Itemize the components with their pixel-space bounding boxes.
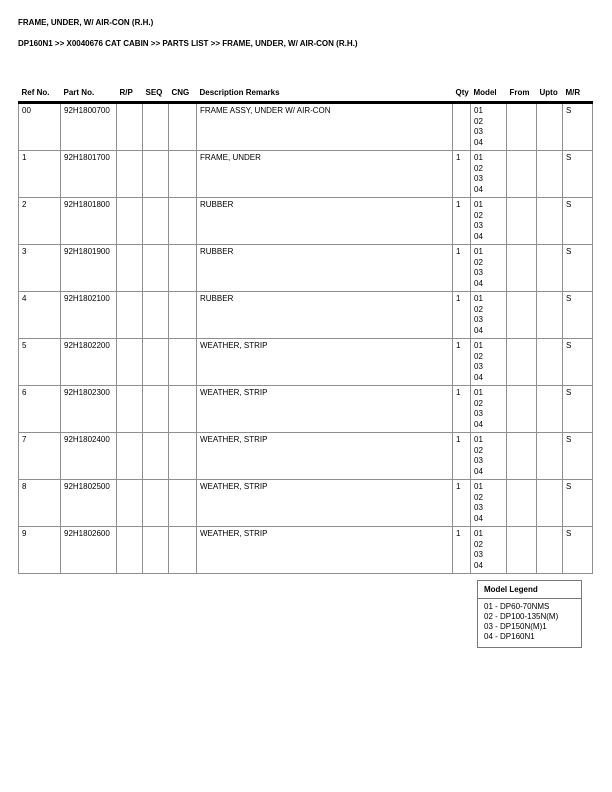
model-code: 03 bbox=[474, 268, 483, 277]
cell-part-no: 92H1802100 bbox=[61, 292, 117, 339]
model-code: 02 bbox=[474, 304, 483, 314]
cell-model bbox=[471, 292, 507, 339]
cell-upto bbox=[537, 339, 563, 386]
cell-ref-no: 7 bbox=[19, 433, 61, 480]
column-header: Model bbox=[471, 86, 507, 103]
column-header: Part No. bbox=[61, 86, 117, 103]
cell-qty: 1 bbox=[453, 480, 471, 527]
cell-model bbox=[471, 433, 507, 480]
model-code: 01 bbox=[474, 294, 483, 303]
cell-from bbox=[507, 198, 537, 245]
cell-from bbox=[507, 527, 537, 574]
cell-mr: S bbox=[563, 339, 593, 386]
cell-cng bbox=[169, 103, 197, 151]
cell-part-no: 92H1801800 bbox=[61, 198, 117, 245]
cell-model bbox=[471, 386, 507, 433]
cell-cng bbox=[169, 292, 197, 339]
table-header-row bbox=[19, 86, 593, 103]
table-row bbox=[19, 339, 593, 386]
table-row bbox=[19, 480, 593, 527]
cell-ref-no: 4 bbox=[19, 292, 61, 339]
cell-rp bbox=[117, 386, 143, 433]
column-header: CNG bbox=[169, 86, 197, 103]
model-code: 04 bbox=[474, 278, 483, 288]
model-code: 01 bbox=[474, 341, 483, 350]
model-code: 02 bbox=[474, 210, 483, 220]
cell-rp bbox=[117, 151, 143, 198]
cell-from bbox=[507, 103, 537, 151]
column-header: From bbox=[507, 86, 537, 103]
model-code: 03 bbox=[474, 550, 483, 559]
cell-upto bbox=[537, 292, 563, 339]
cell-model bbox=[471, 339, 507, 386]
cell-seq bbox=[143, 339, 169, 386]
cell-from bbox=[507, 386, 537, 433]
column-header: M/R bbox=[563, 86, 593, 103]
cell-upto bbox=[537, 480, 563, 527]
cell-model bbox=[471, 103, 507, 151]
model-code: 02 bbox=[474, 492, 483, 502]
cell-qty bbox=[453, 103, 471, 151]
model-code: 04 bbox=[474, 184, 483, 194]
cell-part-no: 92H1802300 bbox=[61, 386, 117, 433]
cell-qty: 1 bbox=[453, 198, 471, 245]
cell-upto bbox=[537, 103, 563, 151]
model-code: 03 bbox=[474, 315, 483, 324]
cell-mr: S bbox=[563, 292, 593, 339]
model-code: 03 bbox=[474, 409, 483, 418]
cell-cng bbox=[169, 339, 197, 386]
column-header: R/P bbox=[117, 86, 143, 103]
cell-model bbox=[471, 527, 507, 574]
breadcrumb: DP160N1 >> X0040676 CAT CABIN >> PARTS LIST >> FRAME, UNDER, W/ AIR-CON (R.H.) bbox=[18, 39, 358, 48]
table-row bbox=[19, 103, 593, 151]
model-code: 01 bbox=[474, 435, 483, 444]
model-code: 02 bbox=[474, 398, 483, 408]
cell-model bbox=[471, 198, 507, 245]
cell-description: WEATHER, STRIP bbox=[197, 433, 453, 480]
column-header: Ref No. bbox=[19, 86, 61, 103]
cell-mr: S bbox=[563, 198, 593, 245]
cell-model bbox=[471, 245, 507, 292]
cell-mr: S bbox=[563, 245, 593, 292]
cell-description: RUBBER bbox=[197, 198, 453, 245]
table-row bbox=[19, 527, 593, 574]
cell-upto bbox=[537, 245, 563, 292]
model-legend-items bbox=[484, 602, 575, 642]
cell-cng bbox=[169, 480, 197, 527]
model-code: 03 bbox=[474, 127, 483, 136]
cell-seq bbox=[143, 527, 169, 574]
cell-seq bbox=[143, 151, 169, 198]
model-code: 04 bbox=[474, 419, 483, 429]
cell-from bbox=[507, 245, 537, 292]
cell-qty: 1 bbox=[453, 151, 471, 198]
column-header: Description Remarks bbox=[197, 86, 453, 103]
column-header: Qty bbox=[453, 86, 471, 103]
model-code: 02 bbox=[474, 539, 483, 549]
cell-rp bbox=[117, 480, 143, 527]
column-header: SEQ bbox=[143, 86, 169, 103]
cell-from bbox=[507, 339, 537, 386]
model-code: 01 bbox=[474, 388, 483, 397]
model-code: 02 bbox=[474, 163, 483, 173]
cell-cng bbox=[169, 198, 197, 245]
cell-rp bbox=[117, 339, 143, 386]
model-legend-item: 03 - DP150N(M)1 bbox=[484, 622, 547, 631]
cell-ref-no: 5 bbox=[19, 339, 61, 386]
table-row bbox=[19, 386, 593, 433]
cell-ref-no: 2 bbox=[19, 198, 61, 245]
cell-description: FRAME, UNDER bbox=[197, 151, 453, 198]
model-code: 03 bbox=[474, 503, 483, 512]
table-header bbox=[19, 86, 593, 103]
cell-cng bbox=[169, 386, 197, 433]
cell-part-no: 92H1802200 bbox=[61, 339, 117, 386]
cell-rp bbox=[117, 433, 143, 480]
cell-upto bbox=[537, 433, 563, 480]
parts-table bbox=[18, 86, 593, 574]
model-code: 02 bbox=[474, 445, 483, 455]
model-code: 04 bbox=[474, 325, 483, 335]
cell-qty: 1 bbox=[453, 339, 471, 386]
model-code: 03 bbox=[474, 362, 483, 371]
cell-rp bbox=[117, 198, 143, 245]
cell-mr: S bbox=[563, 433, 593, 480]
model-code: 02 bbox=[474, 257, 483, 267]
model-code: 02 bbox=[474, 116, 483, 126]
cell-rp bbox=[117, 292, 143, 339]
cell-seq bbox=[143, 198, 169, 245]
cell-ref-no: 8 bbox=[19, 480, 61, 527]
cell-mr: S bbox=[563, 386, 593, 433]
model-code: 01 bbox=[474, 153, 483, 162]
cell-qty: 1 bbox=[453, 245, 471, 292]
cell-upto bbox=[537, 527, 563, 574]
model-legend-item: 04 - DP160N1 bbox=[484, 632, 535, 641]
cell-upto bbox=[537, 151, 563, 198]
column-header: Upto bbox=[537, 86, 563, 103]
model-code: 01 bbox=[474, 200, 483, 209]
cell-part-no: 92H1801700 bbox=[61, 151, 117, 198]
cell-cng bbox=[169, 527, 197, 574]
cell-seq bbox=[143, 433, 169, 480]
cell-cng bbox=[169, 433, 197, 480]
model-legend bbox=[477, 580, 582, 648]
model-code: 03 bbox=[474, 174, 483, 183]
cell-mr: S bbox=[563, 103, 593, 151]
cell-rp bbox=[117, 103, 143, 151]
model-code: 01 bbox=[474, 247, 483, 256]
table-body bbox=[19, 103, 593, 574]
model-code: 01 bbox=[474, 106, 483, 115]
table-row bbox=[19, 151, 593, 198]
cell-upto bbox=[537, 386, 563, 433]
cell-part-no: 92H1802600 bbox=[61, 527, 117, 574]
page-title: FRAME, UNDER, W/ AIR-CON (R.H.) bbox=[18, 18, 154, 27]
cell-from bbox=[507, 480, 537, 527]
cell-seq bbox=[143, 292, 169, 339]
cell-ref-no: 00 bbox=[19, 103, 61, 151]
cell-from bbox=[507, 433, 537, 480]
model-code: 01 bbox=[474, 529, 483, 538]
cell-description: WEATHER, STRIP bbox=[197, 339, 453, 386]
model-legend-title: Model Legend bbox=[478, 585, 581, 599]
cell-description: RUBBER bbox=[197, 292, 453, 339]
cell-description: WEATHER, STRIP bbox=[197, 480, 453, 527]
cell-seq bbox=[143, 103, 169, 151]
cell-part-no: 92H1802400 bbox=[61, 433, 117, 480]
cell-description: FRAME ASSY, UNDER W/ AIR-CON bbox=[197, 103, 453, 151]
cell-mr: S bbox=[563, 480, 593, 527]
cell-seq bbox=[143, 480, 169, 527]
cell-seq bbox=[143, 245, 169, 292]
table-row bbox=[19, 292, 593, 339]
cell-from bbox=[507, 151, 537, 198]
model-code: 04 bbox=[474, 513, 483, 523]
model-code: 03 bbox=[474, 456, 483, 465]
model-code: 02 bbox=[474, 351, 483, 361]
cell-part-no: 92H1801900 bbox=[61, 245, 117, 292]
table-row bbox=[19, 245, 593, 292]
model-code: 01 bbox=[474, 482, 483, 491]
model-code: 04 bbox=[474, 231, 483, 241]
cell-ref-no: 1 bbox=[19, 151, 61, 198]
model-code: 04 bbox=[474, 372, 483, 382]
cell-cng bbox=[169, 151, 197, 198]
cell-model bbox=[471, 480, 507, 527]
model-legend-item: 02 - DP100-135N(M) bbox=[484, 612, 559, 621]
cell-qty: 1 bbox=[453, 386, 471, 433]
cell-rp bbox=[117, 527, 143, 574]
cell-description: RUBBER bbox=[197, 245, 453, 292]
cell-upto bbox=[537, 198, 563, 245]
cell-from bbox=[507, 292, 537, 339]
cell-ref-no: 3 bbox=[19, 245, 61, 292]
cell-part-no: 92H1802500 bbox=[61, 480, 117, 527]
cell-ref-no: 6 bbox=[19, 386, 61, 433]
cell-qty: 1 bbox=[453, 527, 471, 574]
model-code: 04 bbox=[474, 466, 483, 476]
cell-mr: S bbox=[563, 151, 593, 198]
cell-qty: 1 bbox=[453, 292, 471, 339]
model-code: 04 bbox=[474, 560, 483, 570]
cell-part-no: 92H1800700 bbox=[61, 103, 117, 151]
cell-description: WEATHER, STRIP bbox=[197, 386, 453, 433]
cell-cng bbox=[169, 245, 197, 292]
cell-description: WEATHER, STRIP bbox=[197, 527, 453, 574]
cell-seq bbox=[143, 386, 169, 433]
model-code: 03 bbox=[474, 221, 483, 230]
cell-rp bbox=[117, 245, 143, 292]
cell-qty: 1 bbox=[453, 433, 471, 480]
cell-ref-no: 9 bbox=[19, 527, 61, 574]
table-row bbox=[19, 433, 593, 480]
model-legend-item: 01 - DP60-70NMS bbox=[484, 602, 550, 611]
table-row bbox=[19, 198, 593, 245]
cell-mr: S bbox=[563, 527, 593, 574]
model-code: 04 bbox=[474, 137, 483, 147]
cell-model bbox=[471, 151, 507, 198]
